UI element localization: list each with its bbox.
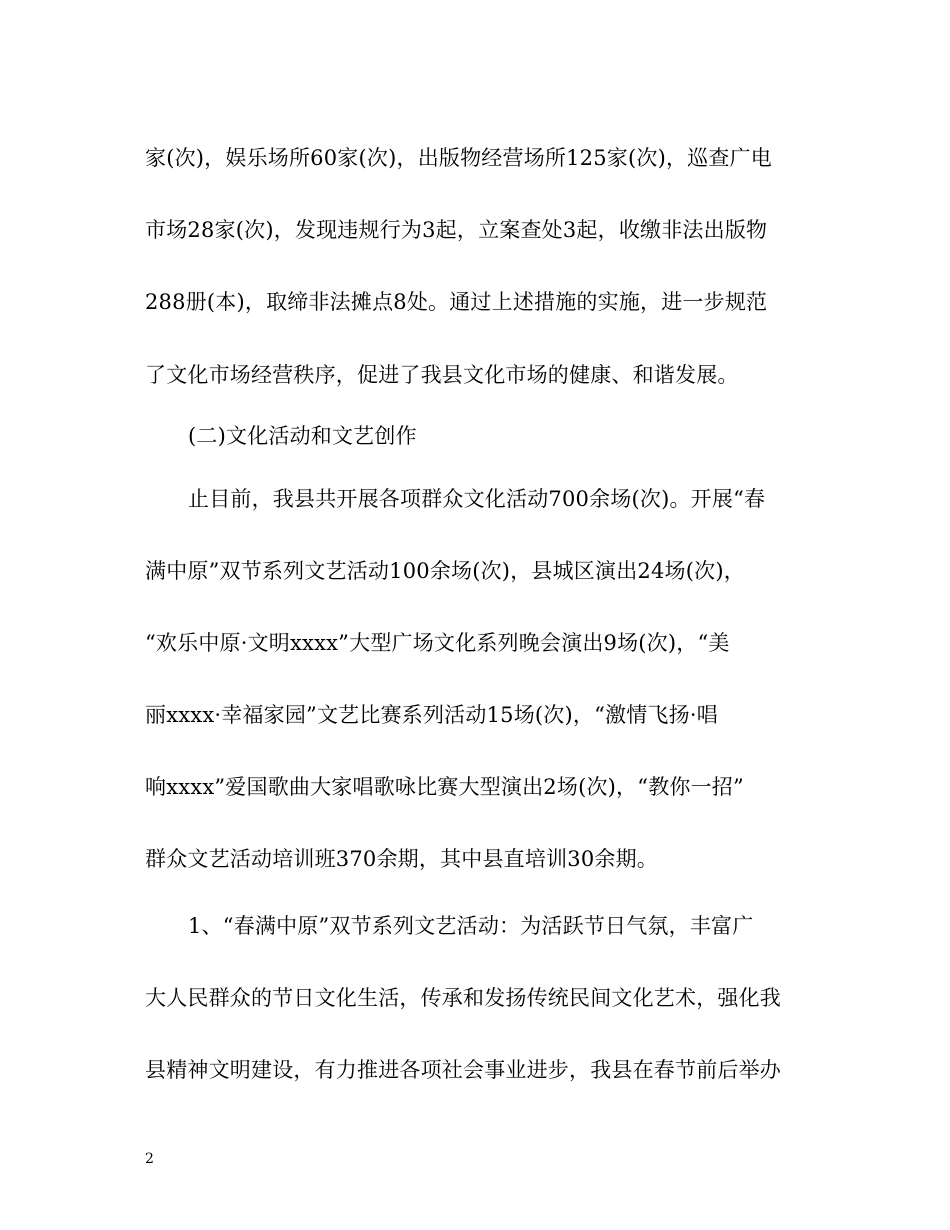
text-line: 群众文艺活动培训班370余期，其中县直培训30余期。 — [145, 847, 659, 871]
text-line: 响xxxx”爱国歌曲大家唱歌咏比赛大型演出2场(次)，“教你一招” — [145, 775, 744, 799]
text-line: 丽xxxx·幸福家园”文艺比赛系列活动15场(次)，“激情飞扬·唱 — [145, 703, 718, 727]
page-number: 2 — [145, 1151, 154, 1167]
text-line: 止目前，我县共开展各项群众文化活动700余场(次)。开展“春 — [188, 487, 766, 511]
text-line: 市场28家(次)，发现违规行为3起，立案查处3起，收缴非法出版物 — [145, 218, 768, 242]
text-line: 288册(本)，取缔非法摊点8处。通过上述措施的实施，进一步规范 — [145, 290, 768, 314]
text-line: 满中原”双节系列文艺活动100余场(次)，县城区演出24场(次)， — [145, 559, 745, 583]
text-line: 了文化市场经营秩序，促进了我县文化市场的健康、和谐发展。 — [145, 363, 739, 387]
text-line: “欢乐中原·文明xxxx”大型广场文化系列晚会演出9场(次)，“美 — [145, 631, 730, 655]
text-line: 家(次)，娱乐场所60家(次)，出版物经营场所125家(次)，巡查广电 — [145, 146, 772, 170]
section-heading: (二)文化活动和文艺创作 — [188, 424, 417, 448]
text-line: 大人民群众的节日文化生活，传承和发扬传统民间文化艺术，强化我 — [145, 986, 781, 1010]
text-line: 1、“春满中原”双节系列文艺活动：为活跃节日气氛，丰富广 — [188, 914, 754, 938]
text-line: 县精神文明建设，有力推进各项社会事业进步，我县在春节前后举办 — [145, 1058, 781, 1082]
